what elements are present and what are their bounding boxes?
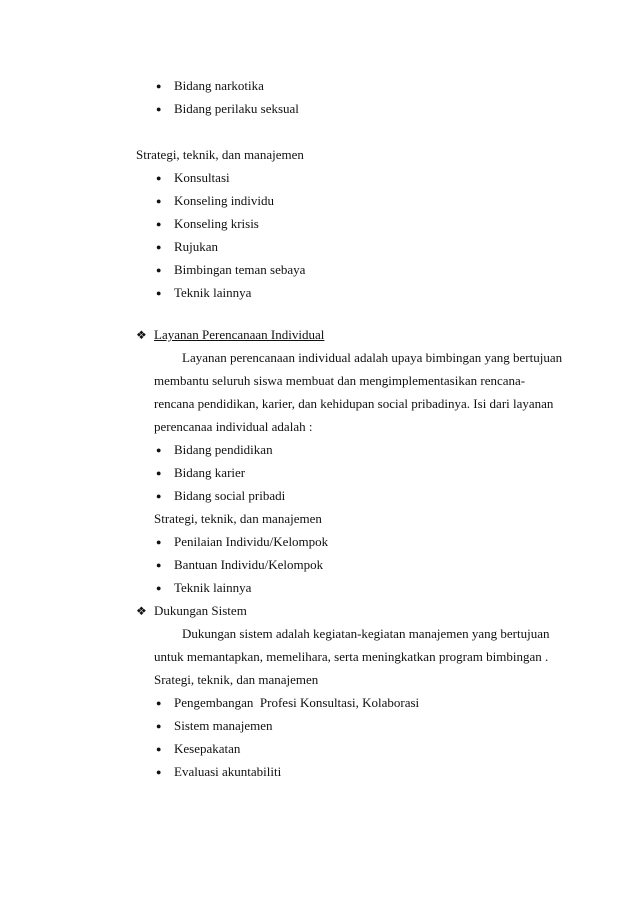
list-item: Konseling individu: [174, 193, 275, 208]
list-item: Teknik lainnya: [174, 580, 252, 595]
paragraph-line: untuk memantapkan, memelihara, serta meningkatkan program bimbingan .: [154, 649, 549, 664]
bullet-icon: ●: [156, 288, 162, 298]
list-item: Teknik lainnya: [174, 285, 252, 300]
list-item: Pengembangan Profesi Konsultasi, Kolaborasi: [174, 695, 420, 710]
bullet-icon: ●: [156, 744, 162, 754]
bullet-icon: ●: [156, 104, 162, 114]
list-item: Kesepakatan: [174, 741, 241, 756]
list-item: Rujukan: [174, 239, 219, 254]
bullet-icon: ●: [156, 560, 162, 570]
paragraph-line: rencana pendidikan, karier, dan kehidupan social pribadinya. Isi dari layanan: [154, 396, 554, 411]
bullet-icon: ●: [156, 491, 162, 501]
list-item: Evaluasi akuntabiliti: [174, 764, 282, 779]
paragraph-line: Srategi, teknik, dan manajemen: [154, 672, 319, 687]
list-item: Bidang pendidikan: [174, 442, 273, 457]
list-item: Bidang narkotika: [174, 78, 264, 93]
bullet-icon: ●: [156, 81, 162, 91]
bullet-icon: ●: [156, 537, 162, 547]
paragraph-line: perencanaa individual adalah :: [154, 419, 313, 434]
bullet-icon: ●: [156, 173, 162, 183]
list-item: Konsultasi: [174, 170, 230, 185]
strategy-heading: Strategi, teknik, dan manajemen: [136, 147, 304, 162]
bullet-icon: ●: [156, 445, 162, 455]
paragraph-line: Dukungan sistem adalah kegiatan-kegiatan manajemen yang bertujuan: [182, 626, 550, 641]
list-item: Bantuan Individu/Kelompok: [174, 557, 324, 572]
bullet-icon: ●: [156, 219, 162, 229]
section-heading: Layanan Perencanaan Individual: [154, 327, 325, 342]
list-item: Bidang karier: [174, 465, 246, 480]
list-item: Bidang social pribadi: [174, 488, 286, 503]
bullet-icon: ●: [156, 242, 162, 252]
list-item: Konseling krisis: [174, 216, 259, 231]
bullet-icon: ●: [156, 767, 162, 777]
bullet-icon: ●: [156, 468, 162, 478]
list-item: Penilaian Individu/Kelompok: [174, 534, 329, 549]
diamond-bullet-icon: ❖: [136, 328, 147, 342]
strategy-heading: Strategi, teknik, dan manajemen: [154, 511, 322, 526]
list-item: Bimbingan teman sebaya: [174, 262, 306, 277]
list-item: Bidang perilaku seksual: [174, 101, 299, 116]
section-heading: Dukungan Sistem: [154, 603, 247, 618]
bullet-icon: ●: [156, 583, 162, 593]
paragraph-line: membantu seluruh siswa membuat dan mengimplementasikan rencana-: [154, 373, 526, 388]
list-item: Sistem manajemen: [174, 718, 273, 733]
bullet-icon: ●: [156, 698, 162, 708]
bullet-icon: ●: [156, 721, 162, 731]
bullet-icon: ●: [156, 196, 162, 206]
bullet-icon: ●: [156, 265, 162, 275]
diamond-bullet-icon: ❖: [136, 604, 147, 618]
paragraph-line: Layanan perencanaan individual adalah upaya bimbingan yang bertujuan: [182, 350, 563, 365]
